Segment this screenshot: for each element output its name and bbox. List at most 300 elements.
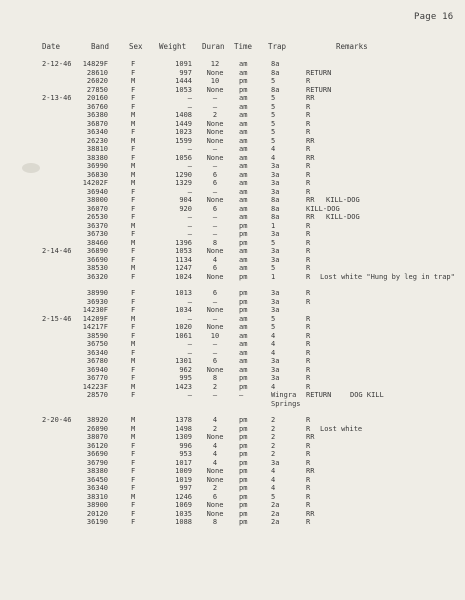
row-weight: — (187, 340, 192, 348)
row-time: am (239, 102, 248, 111)
row-duran: 6 (212, 289, 218, 297)
row-band: 38070 (86, 433, 108, 441)
row-weight: 997 (179, 484, 192, 492)
row-trap: 2 (271, 416, 276, 424)
row-sex: F (131, 297, 136, 306)
row-sex: M (131, 162, 136, 170)
row-remarks: R (306, 323, 311, 331)
table-row (0, 323, 465, 332)
table-row (0, 442, 465, 451)
row-sex: M (131, 340, 136, 348)
row-remarks: R (306, 255, 311, 264)
header-trap: Trap (268, 42, 287, 51)
row-sex: F (131, 213, 136, 221)
row-duran: None (206, 323, 224, 331)
row-band: 28610 (86, 68, 108, 77)
row-remarks: R (306, 314, 311, 323)
row-time: pm (239, 501, 248, 509)
row-weight: — (187, 145, 192, 153)
row-time: pm (239, 221, 248, 230)
row-duran: None (206, 128, 224, 136)
row-duran: None (206, 136, 224, 145)
row-band: 36750 (86, 340, 108, 348)
row-time: pm (239, 382, 248, 391)
row-trap: 2 (271, 424, 276, 433)
row-band: 36770 (86, 374, 108, 382)
row-remarks: R (306, 238, 311, 247)
row-duran: None (206, 196, 224, 204)
row-duran: 12 (210, 60, 220, 68)
row-sex: F (131, 306, 136, 314)
table-row (0, 340, 465, 349)
row-weight: — (187, 162, 192, 170)
table-row (0, 222, 465, 231)
row-weight: 1301 (175, 357, 192, 365)
table-row (0, 205, 465, 214)
row-trap: 4 (271, 153, 276, 162)
row-band: 38990 (86, 289, 108, 297)
row-time: am (239, 365, 248, 374)
row-weight: 1035 (175, 509, 192, 518)
row-time: am (239, 247, 248, 255)
row-duran: None (206, 272, 224, 281)
row-time: am (239, 145, 248, 153)
row-trap: 3a (271, 365, 280, 374)
row-date: 2-20-46 (42, 416, 72, 424)
row-weight: — (187, 348, 192, 357)
row-duran: 4 (212, 255, 218, 264)
row-weight: 1019 (175, 475, 192, 484)
table-row (0, 264, 465, 273)
row-sex: F (131, 85, 136, 94)
row-weight: 997 (179, 68, 192, 77)
row-remarks: R (306, 374, 311, 382)
table-row (0, 120, 465, 129)
table-row (0, 476, 465, 485)
table-row (0, 383, 465, 392)
row-remarks: R (306, 162, 311, 170)
row-trap: 1 (271, 272, 276, 281)
row-remarks: R (306, 518, 311, 526)
table-row (0, 332, 465, 341)
row-duran: 8 (212, 518, 218, 526)
header-date: Date (42, 42, 61, 51)
row-duran: 2 (212, 382, 218, 391)
row-sex: M (131, 264, 136, 272)
table-row (0, 154, 465, 163)
row-time: pm (239, 450, 248, 458)
row-duran: 2 (212, 111, 218, 119)
row-sex: M (131, 170, 136, 179)
row-time: am (239, 111, 248, 119)
row-band: 38380 (86, 153, 108, 162)
row-duran: None (206, 85, 224, 94)
table-row (0, 400, 465, 409)
table-row (0, 289, 465, 298)
record-table (0, 60, 465, 527)
row-weight: 1378 (175, 416, 192, 424)
row-remarks: R (306, 501, 311, 509)
row-sex: F (131, 247, 136, 255)
row-sex: F (131, 458, 136, 467)
row-time: pm (239, 467, 248, 475)
table-row (0, 425, 465, 434)
row-remarks: R (306, 170, 311, 179)
row-band: 36930 (86, 297, 108, 306)
table-row (0, 493, 465, 502)
row-band: 38380 (86, 467, 108, 475)
row-remarks: R (306, 145, 311, 153)
table-row (0, 213, 465, 222)
row-band: 38810 (86, 145, 108, 153)
row-date: 2-13-46 (42, 94, 72, 102)
row-weight: 904 (179, 196, 192, 204)
table-row (0, 518, 465, 527)
header-sex: Sex (129, 42, 143, 51)
row-weight: 1423 (175, 382, 192, 391)
row-sex: F (131, 60, 136, 68)
row-band: 36830 (86, 170, 108, 179)
row-trap: 5 (271, 314, 276, 323)
row-weight: 1061 (175, 331, 192, 340)
row-time: am (239, 162, 248, 170)
row-duran: — (212, 145, 218, 153)
row-time: am (239, 348, 248, 357)
row-weight: 1444 (175, 77, 192, 85)
row-remarks: R (306, 357, 311, 365)
row-band: 28570 (86, 391, 108, 399)
table-row (0, 366, 465, 375)
row-band: 20160 (86, 94, 108, 102)
row-weight: 1056 (175, 153, 192, 162)
row-weight: 1449 (175, 119, 192, 128)
row-time: am (239, 128, 248, 136)
table-row (0, 145, 465, 154)
row-remarks: R (306, 348, 311, 357)
row-trap: 5 (271, 102, 276, 111)
row-weight: — (187, 187, 192, 196)
row-duran: 6 (212, 179, 218, 187)
row-band: 36890 (86, 247, 108, 255)
table-row (0, 459, 465, 468)
row-trap: 3a (271, 179, 280, 187)
row-duran: — (212, 391, 218, 399)
row-trap: 5 (271, 492, 276, 501)
row-date: 2-12-46 (42, 60, 72, 68)
row-time: am (239, 323, 248, 331)
row-sex: F (131, 509, 136, 518)
table-row (0, 137, 465, 146)
row-remarks: R (306, 340, 311, 348)
row-duran: 6 (212, 204, 218, 213)
row-band: 36780 (86, 357, 108, 365)
row-weight: 996 (179, 441, 192, 450)
row-time: am (239, 340, 248, 348)
row-weight: 1053 (175, 247, 192, 255)
row-sex: F (131, 187, 136, 196)
row-band: 36340 (86, 128, 108, 136)
row-duran: — (212, 187, 218, 196)
row-weight: — (187, 297, 192, 306)
row-trap: 2 (271, 433, 276, 441)
row-sex: F (131, 153, 136, 162)
table-row (0, 416, 465, 425)
row-time: pm (239, 509, 248, 518)
row-duran: 8 (212, 374, 218, 382)
row-sex: F (131, 128, 136, 136)
row-trap: 3a (271, 458, 280, 467)
row-remarks: R (306, 450, 311, 458)
table-row (0, 484, 465, 493)
row-sex: M (131, 382, 136, 391)
table-row (0, 77, 465, 86)
table-row (0, 450, 465, 459)
row-duran: 6 (212, 492, 218, 501)
row-band: 14230F (82, 306, 108, 314)
row-weight: 1134 (175, 255, 192, 264)
row-band: 38900 (86, 501, 108, 509)
row-trap: 3a (271, 306, 280, 314)
row-remarks: R (306, 187, 311, 196)
row-time: am (239, 60, 248, 68)
row-trap: 2a (271, 518, 280, 526)
row-band: 36940 (86, 187, 108, 196)
row-duran: — (212, 230, 218, 238)
row-trap: 4 (271, 145, 276, 153)
row-sex: F (131, 255, 136, 264)
row-weight: 1599 (175, 136, 192, 145)
row-band: 36320 (86, 272, 108, 281)
row-band: 36870 (86, 119, 108, 128)
row-trap: 5 (271, 94, 276, 102)
row-remarks: R (306, 297, 311, 306)
group-gap (0, 408, 465, 416)
row-trap: 3a (271, 247, 280, 255)
row-time: pm (239, 85, 248, 94)
row-band: 14223F (82, 382, 108, 391)
row-remarks: R (306, 77, 311, 85)
row-sex: F (131, 475, 136, 484)
table-row (0, 179, 465, 188)
row-weight: 1247 (175, 264, 192, 272)
row-sex: F (131, 501, 136, 509)
row-band: 36990 (86, 162, 108, 170)
row-weight: — (187, 221, 192, 230)
row-remarks: RETURN (306, 85, 332, 94)
row-time: am (239, 331, 248, 340)
row-weight: — (187, 213, 192, 221)
row-trap: 8a (271, 213, 280, 221)
row-duran: — (212, 297, 218, 306)
row-trap: 5 (271, 111, 276, 119)
row-trap: 8a (271, 68, 280, 77)
row-remarks: R (306, 382, 311, 391)
row-weight: — (187, 230, 192, 238)
row-weight: 1246 (175, 492, 192, 501)
row-sex: F (131, 272, 136, 281)
row-weight: 1498 (175, 424, 192, 433)
row-time: pm (239, 458, 248, 467)
table-row (0, 391, 465, 400)
row-time: pm (239, 230, 248, 238)
row-duran: None (206, 365, 224, 374)
row-band: 36070 (86, 204, 108, 213)
row-note: Lost white "Hung by leg in trap" (320, 272, 455, 281)
row-weight: 962 (179, 365, 192, 374)
row-sex: F (131, 323, 136, 331)
row-trap: 5 (271, 136, 276, 145)
row-trap: 2a (271, 509, 280, 518)
row-band: 38460 (86, 238, 108, 247)
row-trap: 4 (271, 467, 276, 475)
row-band: 36190 (86, 518, 108, 526)
row-remarks: R (306, 492, 311, 501)
row-sex: F (131, 331, 136, 340)
row-remarks: R (306, 119, 311, 128)
row-remarks: RETURN (306, 68, 332, 77)
row-weight: 1091 (175, 60, 192, 68)
row-remarks: R (306, 179, 311, 187)
row-duran: 6 (212, 170, 218, 179)
row-sex: M (131, 416, 136, 424)
row-date: 2-14-46 (42, 247, 72, 255)
row-weight: 1034 (175, 306, 192, 314)
row-trap: 2 (271, 441, 276, 450)
row-trap: 5 (271, 119, 276, 128)
table-row (0, 103, 465, 112)
row-duran: 4 (212, 458, 218, 467)
row-time: pm (239, 492, 248, 501)
table-row (0, 162, 465, 171)
row-date: 2-15-46 (42, 314, 72, 323)
row-note: KILL-DOG (326, 196, 360, 204)
row-duran: 8 (212, 238, 218, 247)
row-sex: F (131, 467, 136, 475)
row-time: am (239, 153, 248, 162)
row-time: am (239, 264, 248, 272)
row-time: am (239, 179, 248, 187)
row-trap: 4 (271, 475, 276, 484)
row-duran: 6 (212, 264, 218, 272)
row-trap: 3a (271, 230, 280, 238)
group-gap (0, 281, 465, 289)
row-remarks: R (306, 230, 311, 238)
table-row (0, 510, 465, 519)
row-duran: — (212, 340, 218, 348)
row-weight: 953 (179, 450, 192, 458)
row-sex: M (131, 433, 136, 441)
row-note: KILL-DOG (306, 204, 340, 213)
row-time: am (239, 170, 248, 179)
row-duran: None (206, 509, 224, 518)
row-trap: 4 (271, 340, 276, 348)
row-sex: F (131, 374, 136, 382)
row-duran: — (212, 314, 218, 323)
row-weight: 1053 (175, 85, 192, 94)
row-sex: F (131, 204, 136, 213)
row-duran: None (206, 467, 224, 475)
row-duran: — (212, 213, 218, 221)
row-time: pm (239, 77, 248, 85)
row-duran: — (212, 94, 218, 102)
table-row (0, 374, 465, 383)
row-trap: 3a (271, 162, 280, 170)
table-row (0, 128, 465, 137)
row-band: 38530 (86, 264, 108, 272)
row-duran: None (206, 68, 224, 77)
row-note: KILL-DOG (326, 213, 360, 221)
row-sex: F (131, 102, 136, 111)
row-band: 36730 (86, 230, 108, 238)
row-trap: Springs (271, 399, 301, 408)
row-weight: 1009 (175, 467, 192, 475)
row-weight: 1024 (175, 272, 192, 281)
row-trap: 5 (271, 77, 276, 85)
row-duran: 4 (212, 441, 218, 450)
row-weight: 1290 (175, 170, 192, 179)
row-trap: Wingra (271, 391, 297, 399)
row-remarks: RR (306, 136, 315, 145)
row-remarks: R (306, 264, 311, 272)
row-time: am (239, 314, 248, 323)
table-row (0, 239, 465, 248)
row-trap: 3a (271, 374, 280, 382)
row-trap: 3a (271, 289, 280, 297)
row-band: 14209F (82, 314, 108, 323)
row-weight: 1020 (175, 323, 192, 331)
header-band: Band (91, 42, 110, 51)
row-trap: 2a (271, 501, 280, 509)
row-time: am (239, 196, 248, 204)
row-sex: F (131, 518, 136, 526)
table-row (0, 86, 465, 95)
row-trap: 5 (271, 128, 276, 136)
row-remarks: RR (306, 196, 315, 204)
row-weight: 1023 (175, 128, 192, 136)
row-weight: 1309 (175, 433, 192, 441)
row-band: 14829F (82, 60, 108, 68)
row-duran: — (212, 102, 218, 111)
row-remarks: R (306, 424, 311, 433)
row-time: — (239, 391, 244, 399)
table-row (0, 230, 465, 239)
row-trap: 8a (271, 196, 280, 204)
row-remarks: RR (306, 433, 315, 441)
row-band: 36370 (86, 221, 108, 230)
row-band: 26530 (86, 213, 108, 221)
row-time: am (239, 204, 248, 213)
row-time: pm (239, 441, 248, 450)
table-row (0, 111, 465, 120)
table-row (0, 349, 465, 358)
row-time: am (239, 213, 248, 221)
row-band: 36790 (86, 458, 108, 467)
row-sex: M (131, 77, 136, 85)
row-trap: 3a (271, 297, 280, 306)
table-row (0, 60, 465, 69)
row-remarks: R (306, 458, 311, 467)
table-row (0, 273, 465, 282)
row-duran: 2 (212, 484, 218, 492)
row-trap: 4 (271, 484, 276, 492)
row-remarks: R (306, 128, 311, 136)
row-remarks: R (306, 331, 311, 340)
row-remarks: R (306, 247, 311, 255)
row-note: Lost white (320, 424, 363, 433)
row-remarks: R (306, 475, 311, 484)
row-sex: M (131, 492, 136, 501)
row-remarks: RR (306, 467, 315, 475)
